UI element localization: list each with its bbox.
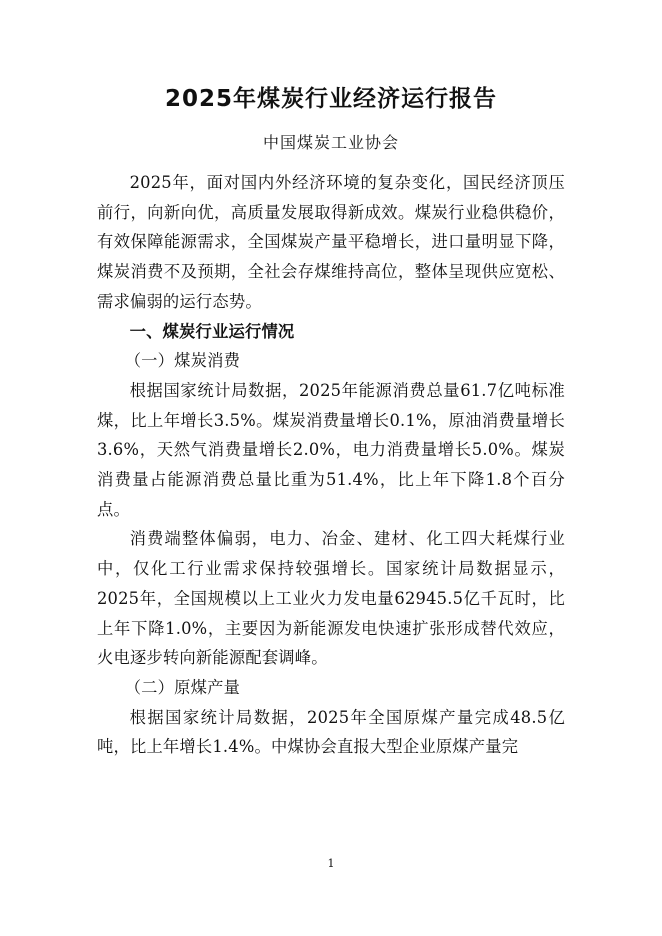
consumption-paragraph-2: 消费端整体偏弱，电力、冶金、建材、化工四大耗煤行业中，仅化工行业需求保持较强增长。国家统计局数据显示，2025年，全国规模以上工业火力发电量62945.5亿千瓦时，比上年下降1.0%，主要因为新能源发电快速扩张形成替代效应，火电逐步转向新能源配套调峰。 <box>97 529 565 668</box>
subsection-heading-consumption: （一）煤炭消费 <box>124 351 241 371</box>
production-paragraph-1: 根据国家统计局数据，2025年全国原煤产量完成48.5亿吨，比上年增长1.4%。中煤协会直报大型企业原煤产量完 <box>97 707 565 757</box>
section-heading-operation: 一、煤炭行业运行情况 <box>129 321 295 341</box>
document-title: 2025年煤炭行业经济运行报告 <box>164 86 497 112</box>
page-number: 1 <box>327 857 335 870</box>
issuing-organization: 中国煤炭工业协会 <box>262 133 399 152</box>
intro-paragraph: 2025年，面对国内外经济环境的复杂变化，国民经济顶压前行，向新向优，高质量发展取得新成效。煤炭行业稳供稳价，有效保障能源需求，全国煤炭产量平稳增长，进口量明显下降，煤炭消费不及预期，全社会存煤维持高位，整体呈现供应宽松、需求偏弱的运行态势。 <box>97 173 565 311</box>
consumption-paragraph-1: 根据国家统计局数据，2025年能源消费总量61.7亿吨标准煤，比上年增长3.5%。煤炭消费量增长0.1%，原油消费量增长3.6%，天然气消费量增长2.0%，电力消费量增长5.0%。煤炭消费量占能源消费总量比重为51.4%，比上年下降1.8个百分点。 <box>97 380 565 519</box>
subsection-heading-production: （二）原煤产量 <box>124 677 241 697</box>
document-body <box>97 168 565 762</box>
